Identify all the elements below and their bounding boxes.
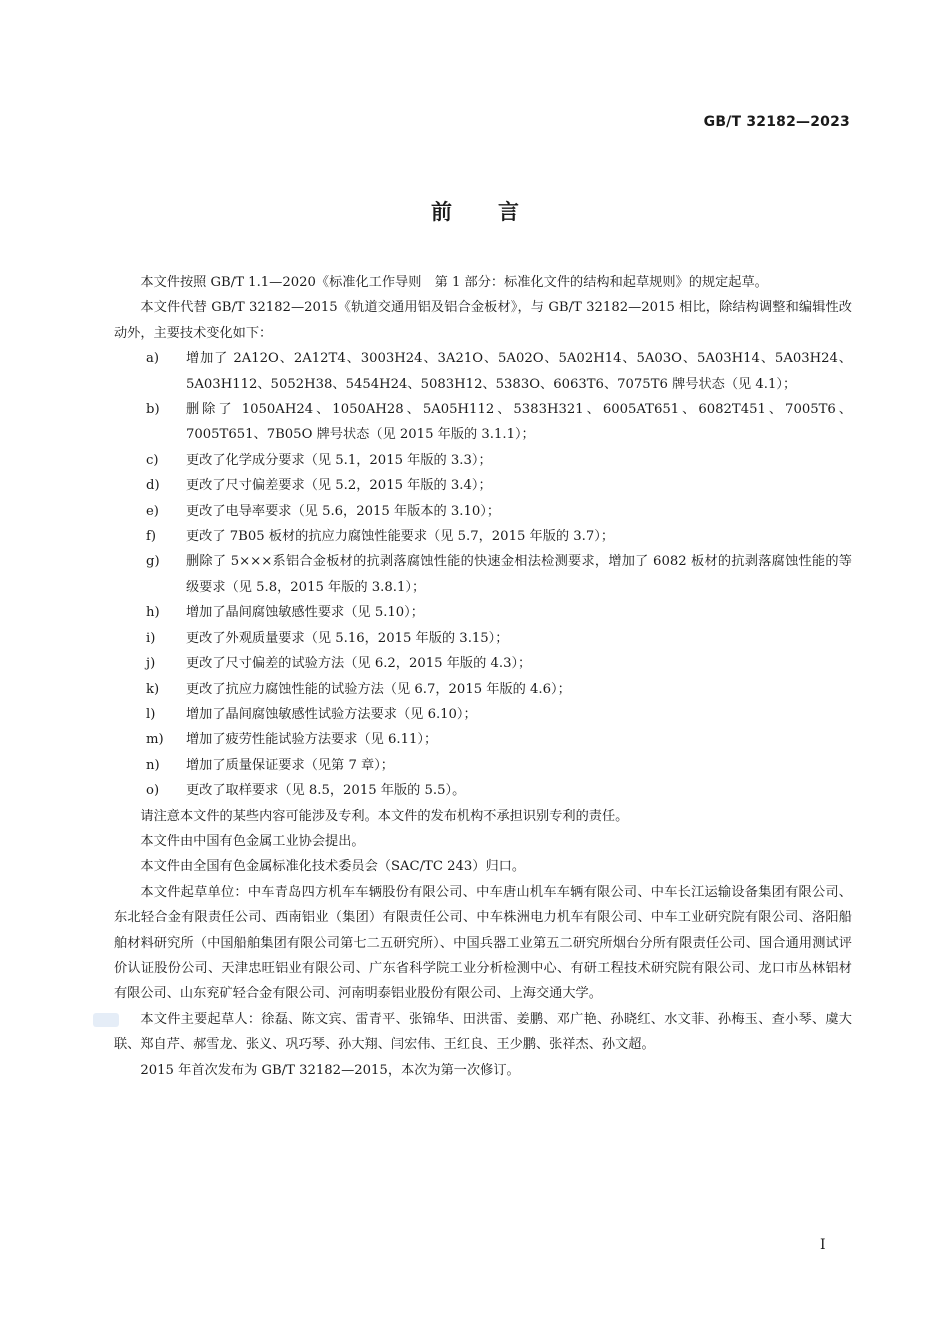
list-marker: a) <box>146 351 160 367</box>
document-body <box>114 270 852 1083</box>
list-item-text: 更改了化学成分要求（见 5.1，2015 年版的 3.3）； <box>186 452 492 468</box>
list-item-text: 删除了 1050AH24、1050AH28、5A05H112、5383H321、6005AT651、6082T451、7005T6、7005T651、7B05O 牌号状态（见 2015 年版的 3.1.1）； <box>186 402 852 443</box>
list-item-text: 增加了疲劳性能试验方法要求（见 6.11）； <box>186 732 438 748</box>
list-marker: n) <box>146 757 160 773</box>
list-item-text: 删除了 5×××系铝合金板材的抗剥落腐蚀性能的快速金相法检测要求，增加了 6082 板材的抗剥落腐蚀性能的等级要求（见 5.8，2015 年版的 3.8.1）； <box>186 554 852 595</box>
list-marker: i) <box>146 630 156 646</box>
history-paragraph: 2015 年首次发布为 GB/T 32182—2015，本次为第一次修订。 <box>140 1062 520 1078</box>
drafting-units-paragraph: 本文件起草单位：中车青岛四方机车车辆股份有限公司、中车唐山机车车辆有限公司、中车长江运输设备集团有限公司、东北轻合金有限责任公司、西南铝业（集团）有限责任公司、中车株洲电力机车有限公司、中车工业研究院有限公司、洛阳船舶材料研究所（中国船舶集团有限公司第七二五研究所）、中国兵器工业第五二研究所烟台分所有限责任公司、国合通用测试评价认证股份公司、天津忠旺铝业有限公司、广东省科学院工业分析检测中心、有研工程技术研究院有限公司、龙口市丛林铝材有限公司、山东兖矿轻合金有限公司、河南明泰铝业股份有限公司、上海交通大学。 <box>114 884 852 1002</box>
page-title: 前言 <box>431 200 565 224</box>
list-item <box>114 778 852 803</box>
list-item <box>114 727 852 752</box>
list-marker: c) <box>146 452 159 468</box>
list-marker: l) <box>146 706 156 722</box>
list-marker: h) <box>146 605 160 621</box>
intro-paragraph-1: 本文件按照 GB/T 1.1—2020《标准化工作导则 第 1 部分：标准化文件的结构和起草规则》的规定起草。 <box>140 275 768 290</box>
list-marker: b) <box>146 402 160 418</box>
drafters-paragraph: 本文件主要起草人：徐磊、陈文宾、雷青平、张锦华、田洪雷、姜鹏、邓广艳、孙晓红、水文菲、孙梅玉、查小琴、虞大联、郑自芹、郝雪龙、张义、巩巧琴、孙大翔、闫宏伟、王红良、王少鹏、张祥杰、孙文超。 <box>114 1011 852 1053</box>
list-item-text: 增加了晶间腐蚀敏感性试验方法要求（见 6.10）； <box>186 706 477 722</box>
changes-list <box>114 346 852 803</box>
list-item-text: 更改了尺寸偏差的试验方法（见 6.2，2015 年版的 4.3）； <box>186 656 532 672</box>
list-marker: f) <box>146 529 157 545</box>
list-item-text: 增加了晶间腐蚀敏感性要求（见 5.10）； <box>186 605 424 621</box>
list-item-text: 更改了尺寸偏差要求（见 5.2，2015 年版的 3.4）； <box>186 478 492 494</box>
list-marker: k) <box>146 681 160 697</box>
page-number: I <box>820 1237 826 1253</box>
committee-paragraph: 本文件由全国有色金属标准化技术委员会（SAC/TC 243）归口。 <box>140 859 526 875</box>
list-marker: j) <box>146 656 156 672</box>
list-item-text: 增加了 2A12O、2A12T4、3003H24、3A21O、5A02O、5A02H14、5A03O、5A03H14、5A03H24、5A03H112、5052H38、5454H24、5083H12、5383O、6063T6、7075T6 牌号状态（见 4.1）； <box>186 351 852 392</box>
proposer-paragraph: 本文件由中国有色金属工业协会提出。 <box>140 833 365 849</box>
list-marker: e) <box>146 503 159 519</box>
list-item <box>114 702 852 727</box>
list-item-text: 更改了取样要求（见 8.5，2015 年版的 5.5）。 <box>186 783 466 799</box>
list-item-text: 更改了电导率要求（见 5.6，2015 年版本的 3.10）； <box>186 503 501 519</box>
list-item-text: 更改了抗应力腐蚀性能的试验方法（见 6.7，2015 年版的 4.6）； <box>186 681 571 697</box>
list-item-text: 更改了外观质量要求（见 5.16，2015 年版的 3.15）； <box>186 630 509 646</box>
list-item <box>114 473 852 498</box>
list-item-text: 更改了 7B05 板材的抗应力腐蚀性能要求（见 5.7，2015 年版的 3.7）； <box>186 529 615 545</box>
list-item <box>114 549 852 600</box>
list-item <box>114 448 852 473</box>
patent-notice: 请注意本文件的某些内容可能涉及专利。本文件的发布机构不承担识别专利的责任。 <box>140 808 629 824</box>
watermark-mark <box>93 1013 119 1027</box>
list-item <box>114 753 852 778</box>
list-item <box>114 524 852 549</box>
list-marker: g) <box>146 554 160 570</box>
list-item <box>114 397 852 448</box>
intro-paragraph-2: 本文件代替 GB/T 32182—2015《轨道交通用铝及铝合金板材》，与 GB/T 32182—2015 相比，除结构调整和编辑性改动外，主要技术变化如下： <box>114 300 852 341</box>
list-marker: o) <box>146 783 160 799</box>
list-item <box>114 626 852 651</box>
list-marker: d) <box>146 478 160 494</box>
list-item <box>114 651 852 676</box>
list-marker: m) <box>146 732 164 748</box>
list-item <box>114 600 852 625</box>
list-item <box>114 499 852 524</box>
list-item <box>114 677 852 702</box>
standard-code: GB/T 32182—2023 <box>703 114 850 130</box>
list-item-text: 增加了质量保证要求（见第 7 章）； <box>186 757 394 773</box>
list-item <box>114 346 852 397</box>
